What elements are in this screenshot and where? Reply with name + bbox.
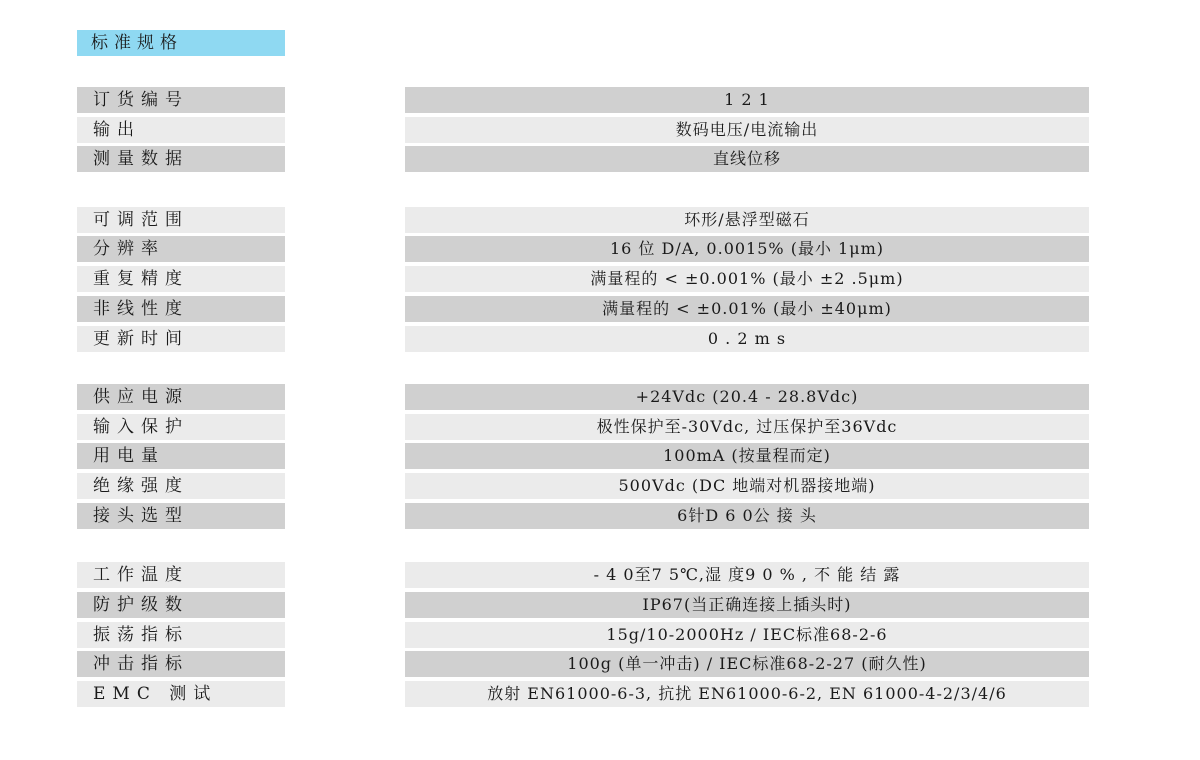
spec-value: 0 . 2 m s [405,326,1089,352]
spec-row-nonlinearity [0,296,1200,322]
spec-label: 供应电源 [77,384,285,410]
spec-row-repeatability [0,266,1200,292]
spec-value: IP67(当正确连接上插头时) [405,592,1089,618]
spec-row-input-protection [0,414,1200,440]
spec-row-insulation-strength [0,473,1200,499]
spec-row-operating-temperature [0,562,1200,588]
spec-label: 分辨率 [77,236,285,262]
spec-value: 满量程的 < ±0.01% (最小 ±40μm) [405,296,1089,322]
spec-label: EMC 测试 [77,681,285,707]
spec-row-vibration [0,622,1200,648]
spec-value: 500Vdc (DC 地端对机器接地端) [405,473,1089,499]
spec-label: 重复精度 [77,266,285,292]
spec-label: 订货编号 [77,87,285,113]
spec-label: 更新时间 [77,326,285,352]
spec-row-protection-class [0,592,1200,618]
spec-value: 1 2 1 [405,87,1089,113]
spec-value: 16 位 D/A, 0.0015% (最小 1μm) [405,236,1089,262]
spec-label: 可调范围 [77,207,285,233]
spec-row-shock [0,651,1200,677]
spec-row-resolution [0,236,1200,262]
spec-row-connector-type [0,503,1200,529]
spec-label: 防护级数 [77,592,285,618]
spec-label: 绝缘强度 [77,473,285,499]
spec-row-output [0,117,1200,143]
spec-label: 输出 [77,117,285,143]
spec-label: 振荡指标 [77,622,285,648]
spec-value: +24Vdc (20.4 - 28.8Vdc) [405,384,1089,410]
spec-row-power-supply [0,384,1200,410]
spec-row-measurement-data [0,146,1200,172]
spec-row-order-number [0,87,1200,113]
spec-label: 工作温度 [77,562,285,588]
spec-row-emc-test [0,681,1200,707]
spec-value: 100mA (按量程而定) [405,443,1089,469]
spec-value: 满量程的 < ±0.001% (最小 ±2 .5μm) [405,266,1089,292]
spec-value: 6针D 6 0公 接 头 [405,503,1089,529]
spec-value: 直线位移 [405,146,1089,172]
section-title: 标准规格 [77,30,285,56]
spec-label: 测量数据 [77,146,285,172]
spec-label: 用电量 [77,443,285,469]
spec-row-update-time [0,326,1200,352]
spec-label: 非线性度 [77,296,285,322]
spec-row-power-consumption [0,443,1200,469]
spec-value: 极性保护至-30Vdc, 过压保护至36Vdc [405,414,1089,440]
spec-value: 100g (单一冲击) / IEC标准68-2-27 (耐久性) [405,651,1089,677]
spec-label: 接头选型 [77,503,285,529]
spec-value: 15g/10-2000Hz / IEC标准68-2-6 [405,622,1089,648]
spec-label: 冲击指标 [77,651,285,677]
spec-row-adjustable-range [0,207,1200,233]
spec-value: 数码电压/电流输出 [405,117,1089,143]
spec-value: 放射 EN61000-6-3, 抗扰 EN61000-6-2, EN 61000-4-2/3/4/6 [405,681,1089,707]
spec-value: - 4 0至7 5℃,湿 度9 0 % , 不 能 结 露 [405,562,1089,588]
spec-label: 输入保护 [77,414,285,440]
spec-value: 环形/悬浮型磁石 [405,207,1089,233]
